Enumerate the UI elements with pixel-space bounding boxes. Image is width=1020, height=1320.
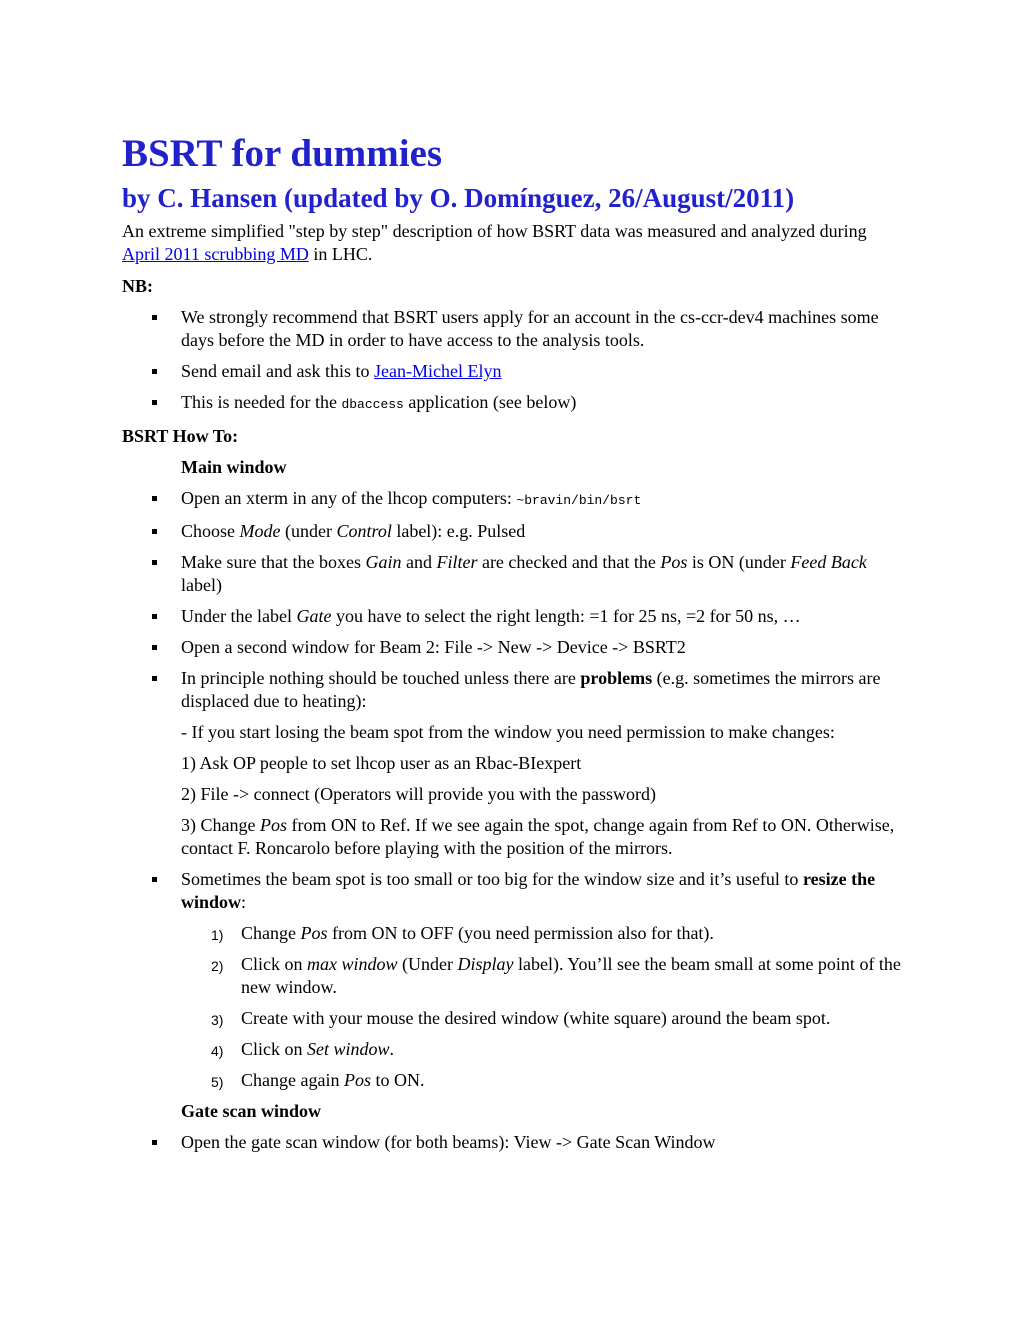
item-text: you have to select the right length: =1 for 25 ns, =2 for 50 ns, … — [331, 606, 801, 626]
bsrt-command-code: ~bravin/bin/bsrt — [516, 493, 642, 508]
item-text: Sometimes the beam spot is too small or too big for the window size and it’s useful to — [181, 869, 803, 889]
item-text: are checked and that the — [477, 552, 661, 572]
square-bullet-icon — [152, 877, 157, 882]
list-item — [122, 922, 902, 945]
italic-term: Pos — [660, 552, 688, 572]
list-item — [122, 360, 902, 383]
italic-term: Gain — [365, 552, 402, 572]
main-window-heading: Main window — [181, 457, 287, 477]
square-bullet-icon — [152, 315, 157, 320]
item-text: : — [241, 892, 247, 912]
italic-term: Gate — [296, 606, 332, 626]
item-text: Make sure that the boxes — [181, 552, 366, 572]
item-text: and — [401, 552, 437, 572]
list-item — [122, 636, 902, 659]
step-number: 2) — [211, 958, 224, 974]
square-bullet-icon — [152, 496, 157, 501]
item-text: label). You’ll see the beam small at some point of the new window. — [241, 954, 901, 997]
item-text: . — [389, 1039, 395, 1059]
italic-term: Filter — [436, 552, 478, 572]
gate-scan-window-heading: Gate scan window — [181, 1101, 322, 1121]
item-text: Open a second window for Beam 2: File -> New -> Device -> BSRT2 — [181, 637, 686, 657]
italic-term: Mode — [239, 521, 281, 541]
jean-michel-elyn-link[interactable]: Jean-Michel Elyn — [373, 361, 502, 381]
item-text: from ON to OFF (you need permission also for that). — [327, 923, 714, 943]
continuation-paragraph: 1) Ask OP people to set lhcop user as an Rbac-BIexpert — [181, 753, 582, 773]
list-item — [122, 306, 902, 352]
bold-term: problems — [580, 668, 653, 688]
nb-heading: NB: — [122, 276, 153, 296]
italic-term: Pos — [343, 1070, 371, 1090]
item-text: (under — [280, 521, 337, 541]
item-text: (Under — [397, 954, 458, 974]
nb-item-text: application (see below) — [403, 392, 577, 412]
document-page — [122, 128, 902, 1154]
list-item — [122, 391, 902, 416]
continuation-paragraph — [181, 814, 902, 860]
step-number: 1) — [211, 927, 224, 943]
item-text: Choose — [181, 521, 240, 541]
gate-scan-list — [122, 1131, 902, 1154]
scrubbing-md-link[interactable]: April 2011 scrubbing MD — [122, 244, 309, 264]
list-item — [122, 1038, 902, 1061]
item-text: Open the gate scan window (for both beams): View -> Gate Scan Window — [181, 1132, 716, 1152]
intro-text-end: in LHC. — [308, 244, 373, 264]
list-item — [122, 953, 902, 999]
item-text: In principle nothing should be touched unless there are — [181, 668, 581, 688]
step-number: 5) — [211, 1074, 224, 1090]
continuation-paragraph: 2) File -> connect (Operators will provide you with the password) — [181, 784, 657, 804]
item-text: Under the label — [181, 606, 297, 626]
item-text: Click on — [241, 954, 307, 974]
square-bullet-icon — [152, 1140, 157, 1145]
italic-term: Feed Back — [790, 552, 867, 572]
item-text: is ON (under — [687, 552, 791, 572]
item-text: (e.g. sometimes the mirrors are displaced due to heating): — [181, 668, 881, 711]
italic-term: Pos — [259, 815, 287, 835]
item-text: Create with your mouse the desired window (white square) around the beam spot. — [241, 1008, 831, 1028]
howto-heading: BSRT How To: — [122, 426, 239, 446]
nb-list — [122, 306, 902, 416]
item-text: to ON. — [370, 1070, 425, 1090]
main-window-list — [122, 487, 902, 914]
step-number: 3) — [211, 1012, 224, 1028]
italic-term: Display — [457, 954, 514, 974]
list-item — [122, 487, 902, 512]
list-item — [122, 1069, 902, 1092]
list-item — [122, 868, 902, 914]
list-item — [122, 1131, 902, 1154]
item-text: from ON to Ref. If we see again the spot, change again from Ref to ON. Otherwise, contact F. Roncarolo before playing with the position of the mirrors. — [181, 815, 895, 858]
item-text: Open an xterm in any of the lhcop computers: — [181, 488, 517, 508]
nb-item-text: We strongly recommend that BSRT users apply for an account in the cs-ccr-dev4 machines some days before the MD in order to have access to the analysis tools. — [181, 307, 879, 350]
square-bullet-icon — [152, 369, 157, 374]
list-item — [122, 551, 902, 597]
italic-term: Pos — [300, 923, 328, 943]
list-item — [122, 520, 902, 543]
square-bullet-icon — [152, 560, 157, 565]
step-number: 4) — [211, 1043, 224, 1059]
item-text: Change — [241, 923, 301, 943]
italic-term: Set window — [307, 1039, 390, 1059]
intro-text: An extreme simplified "step by step" description of how BSRT data was measured and analyzed during — [122, 221, 867, 241]
list-item — [122, 667, 902, 860]
square-bullet-icon — [152, 676, 157, 681]
item-text: label): e.g. Pulsed — [391, 521, 526, 541]
italic-term: Control — [336, 521, 392, 541]
list-item — [122, 1007, 902, 1030]
nb-item-text: This is needed for the — [181, 392, 342, 412]
intro-paragraph — [122, 220, 902, 266]
square-bullet-icon — [152, 645, 157, 650]
dbaccess-code: dbaccess — [341, 397, 404, 412]
square-bullet-icon — [152, 529, 157, 534]
nb-item-text: Send email and ask this to — [181, 361, 374, 381]
list-item — [122, 605, 902, 628]
item-text: label) — [181, 575, 222, 595]
item-text: Change again — [241, 1070, 344, 1090]
square-bullet-icon — [152, 614, 157, 619]
item-text: Click on — [241, 1039, 307, 1059]
document-subtitle: by C. Hansen (updated by O. Domínguez, 26/August/2011) — [122, 183, 795, 213]
bold-term: resize the window — [181, 869, 876, 912]
item-text: 3) Change — [181, 815, 260, 835]
document-title: BSRT for dummies — [122, 132, 443, 175]
continuation-paragraph: - If you start losing the beam spot from the window you need permission to make changes: — [181, 722, 835, 742]
square-bullet-icon — [152, 400, 157, 405]
italic-term: max window — [307, 954, 398, 974]
resize-steps-list — [122, 922, 902, 1092]
